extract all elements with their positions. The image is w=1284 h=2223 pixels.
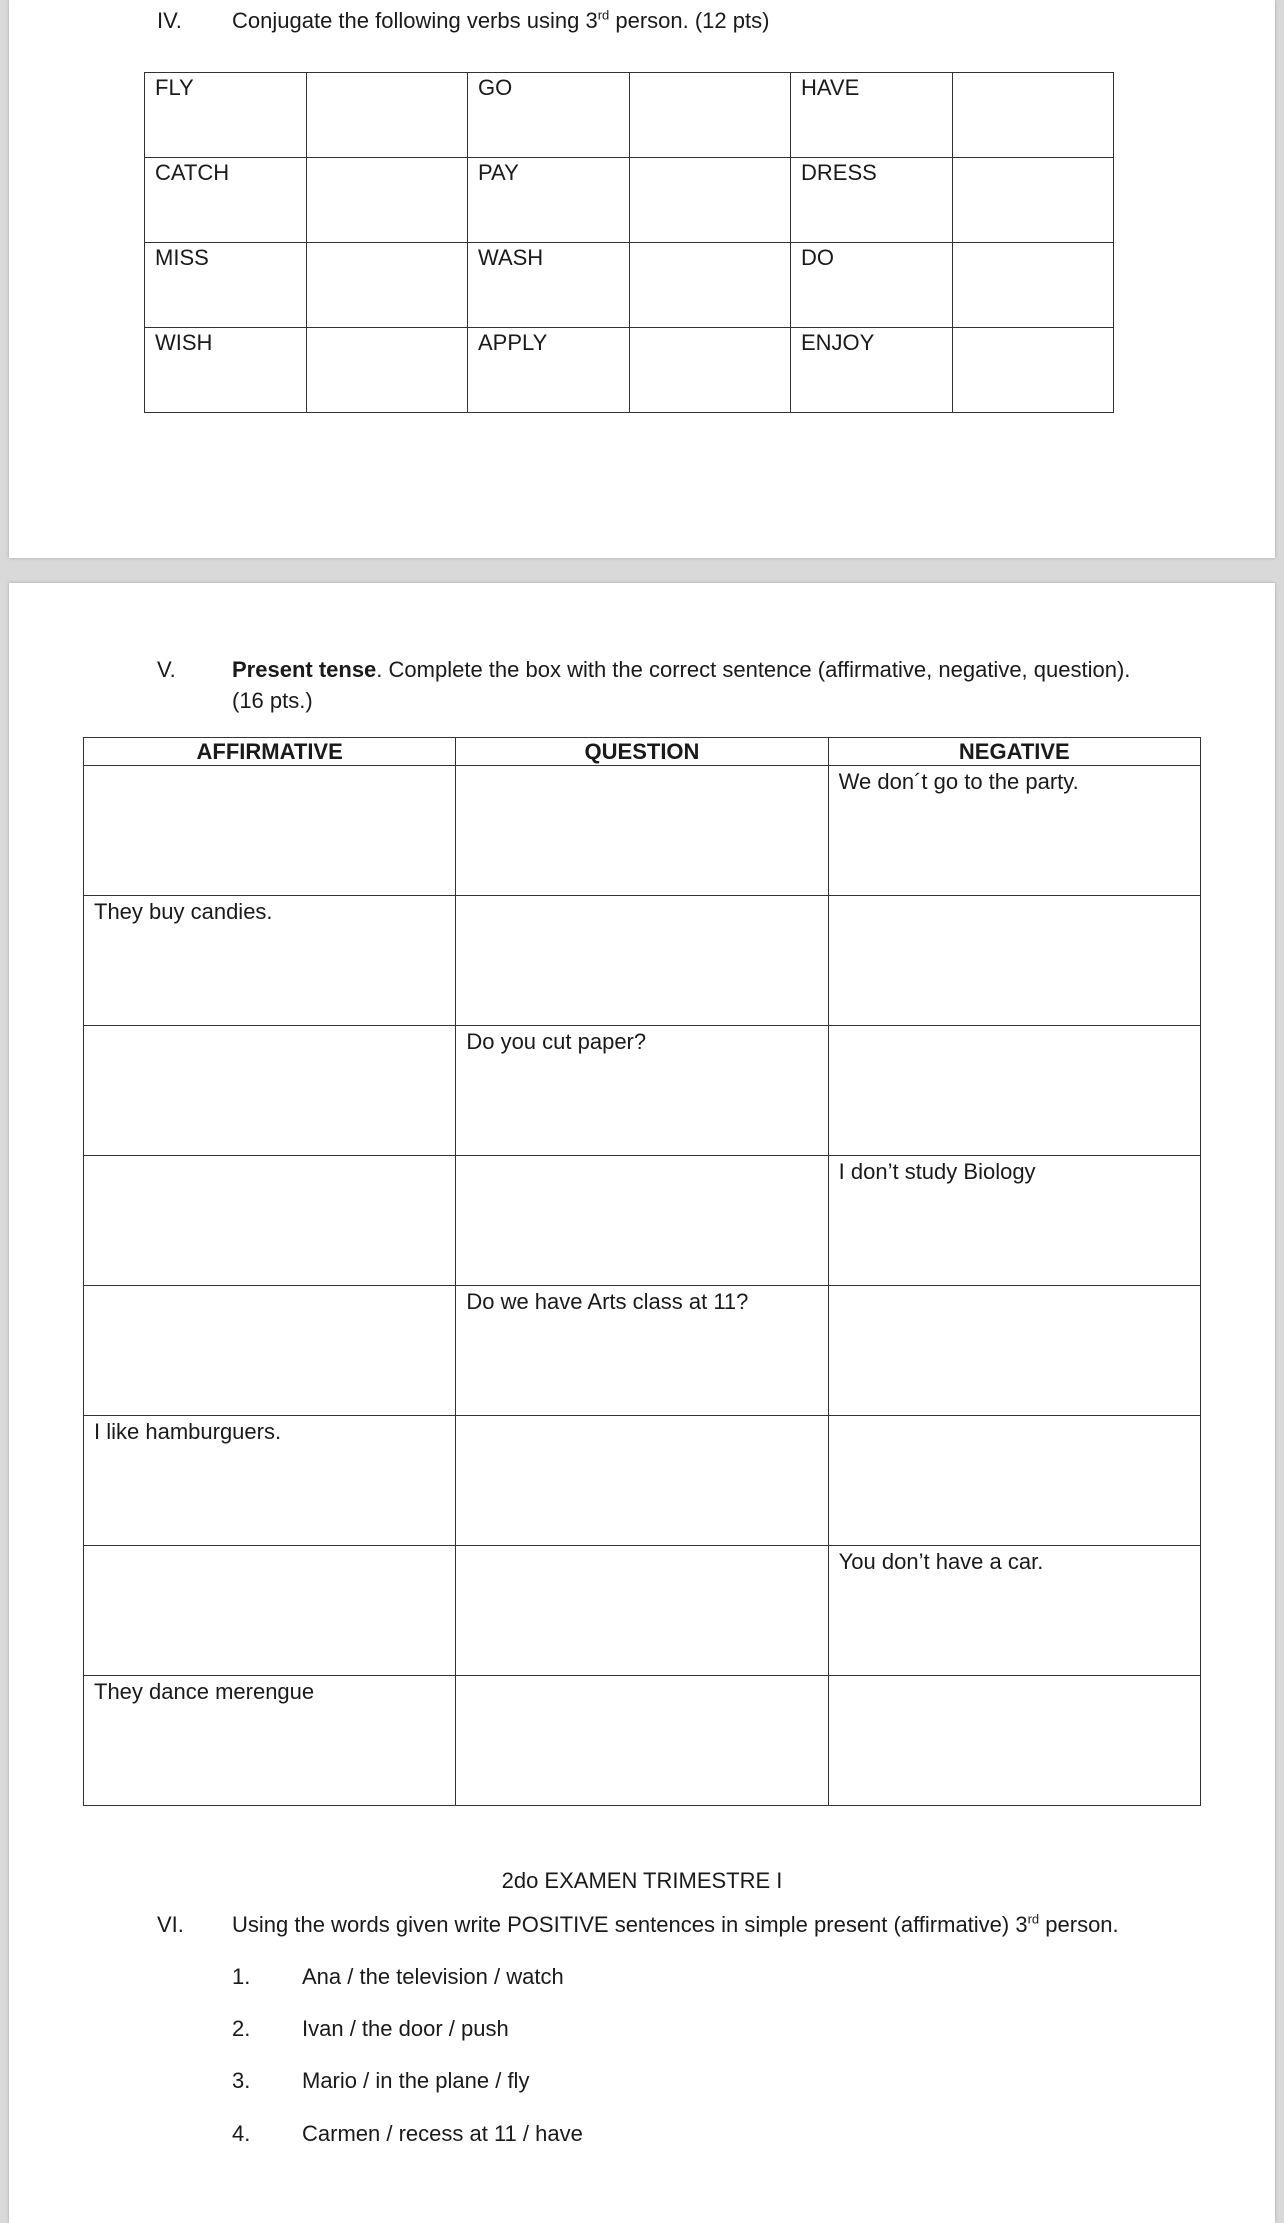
verb-cell: DO (791, 243, 953, 328)
negative-cell[interactable] (828, 1676, 1200, 1806)
exam-title: 2do EXAMEN TRIMESTRE I (501, 1868, 783, 1893)
section-5-number: V. (157, 657, 176, 682)
question-cell[interactable] (456, 1156, 828, 1286)
table-row (84, 1416, 1201, 1546)
question-cell[interactable] (456, 896, 828, 1026)
affirmative-cell[interactable] (84, 1026, 456, 1156)
question-cell[interactable] (456, 1546, 828, 1676)
answer-cell[interactable] (629, 328, 791, 413)
verb-cell: FLY (145, 73, 307, 158)
answer-cell[interactable] (306, 158, 468, 243)
header-affirmative: AFFIRMATIVE (84, 738, 456, 766)
section-5-instruction: Present tense. Complete the box with the correct sentence (affirmative, negative, question). (232, 657, 1131, 682)
verb-conjugation-table (144, 72, 1114, 413)
answer-cell[interactable] (629, 73, 791, 158)
table-row (84, 1026, 1201, 1156)
page-1 (9, 0, 1275, 558)
affirmative-cell[interactable]: They buy candies. (84, 896, 456, 1026)
section-4-instruction: Conjugate the following verbs using 3rd person. (12 pts) (232, 7, 770, 33)
negative-cell[interactable] (828, 1286, 1200, 1416)
verb-cell: APPLY (468, 328, 630, 413)
question-cell[interactable]: Do we have Arts class at 11? (456, 1286, 828, 1416)
verb-cell: ENJOY (791, 328, 953, 413)
section-6-number: VI. (157, 1912, 184, 1937)
section-6-instruction: Using the words given write POSITIVE sentences in simple present (affirmative) 3rd person. (232, 1911, 1119, 1937)
section-5-points: (16 pts.) (232, 688, 313, 713)
question-cell[interactable]: Do you cut paper? (456, 1026, 828, 1156)
answer-cell[interactable] (952, 73, 1114, 158)
negative-cell[interactable]: We don´t go to the party. (828, 766, 1200, 896)
table-row (145, 328, 1114, 413)
verb-cell: WISH (145, 328, 307, 413)
question-cell[interactable] (456, 766, 828, 896)
present-tense-table (83, 737, 1201, 1806)
section-4-number: IV. (157, 8, 182, 33)
answer-cell[interactable] (629, 243, 791, 328)
table-row (145, 158, 1114, 243)
answer-cell[interactable] (306, 328, 468, 413)
affirmative-cell[interactable]: I like hamburguers. (84, 1416, 456, 1546)
negative-cell[interactable]: You don’t have a car. (828, 1546, 1200, 1676)
verb-cell: DRESS (791, 158, 953, 243)
verb-cell: WASH (468, 243, 630, 328)
answer-cell[interactable] (629, 158, 791, 243)
negative-cell[interactable] (828, 1026, 1200, 1156)
affirmative-cell[interactable] (84, 766, 456, 896)
affirmative-cell[interactable] (84, 1546, 456, 1676)
negative-cell[interactable] (828, 896, 1200, 1026)
negative-cell[interactable] (828, 1416, 1200, 1546)
affirmative-cell[interactable]: They dance merengue (84, 1676, 456, 1806)
table-row (84, 1286, 1201, 1416)
verb-cell: MISS (145, 243, 307, 328)
page-2: V. Present tense. Complete the box with the correct sentence (affirmative, negative, question). (16 pts.) AFFIRMATIVE QUESTION NEGATIVE We don´t go to the party. They buy candies. Do you cut paper? I don’t study Biology Do we have Arts class at 11? I like hamburguers. You don’t have a car. They dance merengue 2do EXAMEN TRIMESTRE I VI. Using the words given write POSITIVE sentences in simple present (affirmative) 3rd person. 1. Ana / the television / watch 2. Ivan / the door / push 3. Mario / in the plane / fly 4. Carmen / recess at 11 / have (9, 583, 1275, 2223)
table-row (84, 766, 1201, 896)
question-cell[interactable] (456, 1416, 828, 1546)
negative-cell[interactable]: I don’t study Biology (828, 1156, 1200, 1286)
table-row (145, 243, 1114, 328)
table-row (84, 896, 1201, 1026)
table-row (84, 1676, 1201, 1806)
header-negative: NEGATIVE (828, 738, 1200, 766)
verb-cell: HAVE (791, 73, 953, 158)
answer-cell[interactable] (952, 158, 1114, 243)
answer-cell[interactable] (952, 243, 1114, 328)
affirmative-cell[interactable] (84, 1286, 456, 1416)
header-question: QUESTION (456, 738, 828, 766)
verb-cell: CATCH (145, 158, 307, 243)
answer-cell[interactable] (952, 328, 1114, 413)
answer-cell[interactable] (306, 73, 468, 158)
verb-cell: PAY (468, 158, 630, 243)
table-row (84, 1546, 1201, 1676)
question-cell[interactable] (456, 1676, 828, 1806)
table-row (84, 1156, 1201, 1286)
answer-cell[interactable] (306, 243, 468, 328)
verb-cell: GO (468, 73, 630, 158)
table-row (145, 73, 1114, 158)
affirmative-cell[interactable] (84, 1156, 456, 1286)
table-header-row (84, 738, 1201, 766)
